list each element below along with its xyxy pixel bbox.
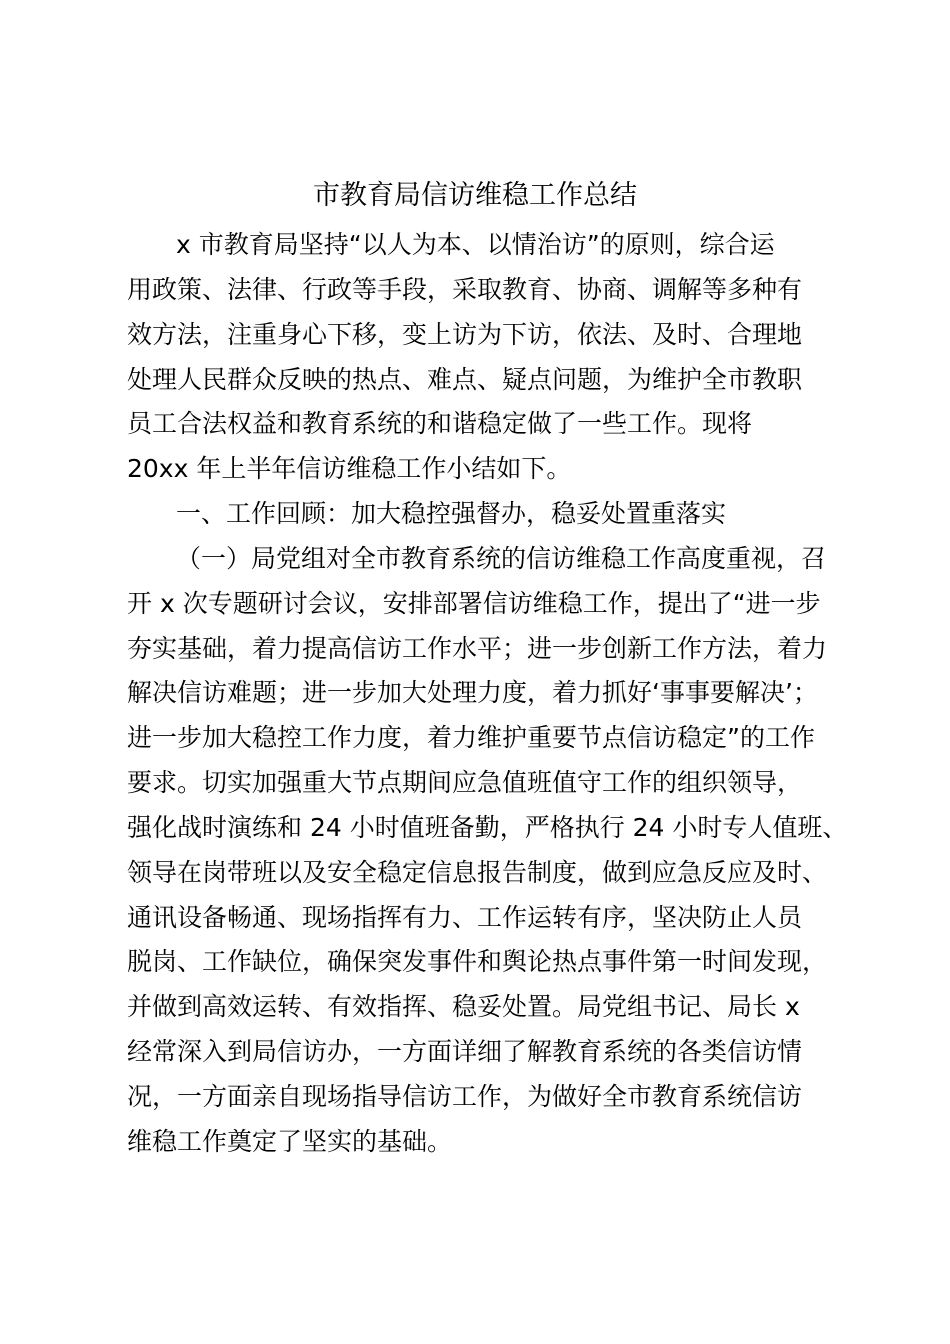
paragraph-line: 用政策、法律、行政等手段，采取教育、协商、调解等多种有: [127, 275, 803, 304]
paragraph-line: 进一步加大稳控工作力度，着力维护重要节点信访稳定”的工作: [127, 723, 815, 752]
paragraph-line: 解决信访难题；进一步加大处理力度，着力抓好‘事事要解决’；: [127, 678, 818, 707]
paragraph-line: 维稳工作奠定了坚实的基础。: [127, 1127, 453, 1156]
paragraph-line: 强化战时演练和 24 小时值班备勤，严格执行 24 小时专人值班、: [127, 813, 848, 842]
paragraph-line: 并做到高效运转、有效指挥、稳妥处置。局党组书记、局长 x: [127, 992, 800, 1021]
paragraph-line: 开 x 次专题研讨会议，安排部署信访维稳工作，提出了“进一步: [127, 589, 821, 618]
section-heading: 一、工作回顾：加大稳控强督办，稳妥处置重落实: [176, 499, 727, 528]
paragraph-line: x 市教育局坚持“以人为本、以情治访”的原则，综合运: [176, 230, 775, 259]
paragraph-line: 20xx 年上半年信访维稳工作小结如下。: [127, 454, 572, 483]
paragraph-line: 脱岗、工作缺位，确保突发事件和舆论热点事件第一时间发现，: [127, 947, 828, 976]
paragraph-line: 况，一方面亲自现场指导信访工作，为做好全市教育系统信访: [127, 1082, 803, 1111]
paragraph-line: 夯实基础，着力提高信访工作水平；进一步创新工作方法，着力: [127, 634, 828, 663]
paragraph-line: （一）局党组对全市教育系统的信访维稳工作高度重视，召: [176, 544, 827, 573]
paragraph-line: 通讯设备畅通、现场指挥有力、工作运转有序，坚决防止人员: [127, 903, 803, 932]
paragraph-line: 经常深入到局信访办，一方面详细了解教育系统的各类信访情: [127, 1037, 803, 1066]
paragraph-line: 效方法，注重身心下移，变上访为下访，依法、及时、合理地: [127, 320, 803, 349]
document-title: 市教育局信访维稳工作总结: [313, 180, 637, 211]
paragraph-line: 要求。切实加强重大节点期间应急值班值守工作的组织领导，: [127, 768, 803, 797]
paragraph-line: 领导在岗带班以及安全稳定信息报告制度，做到应急反应及时、: [127, 858, 828, 887]
paragraph-line: 员工合法权益和教育系统的和谐稳定做了一些工作。现将: [127, 409, 753, 438]
paragraph-line: 处理人民群众反映的热点、难点、疑点问题，为维护全市教职: [127, 365, 803, 394]
